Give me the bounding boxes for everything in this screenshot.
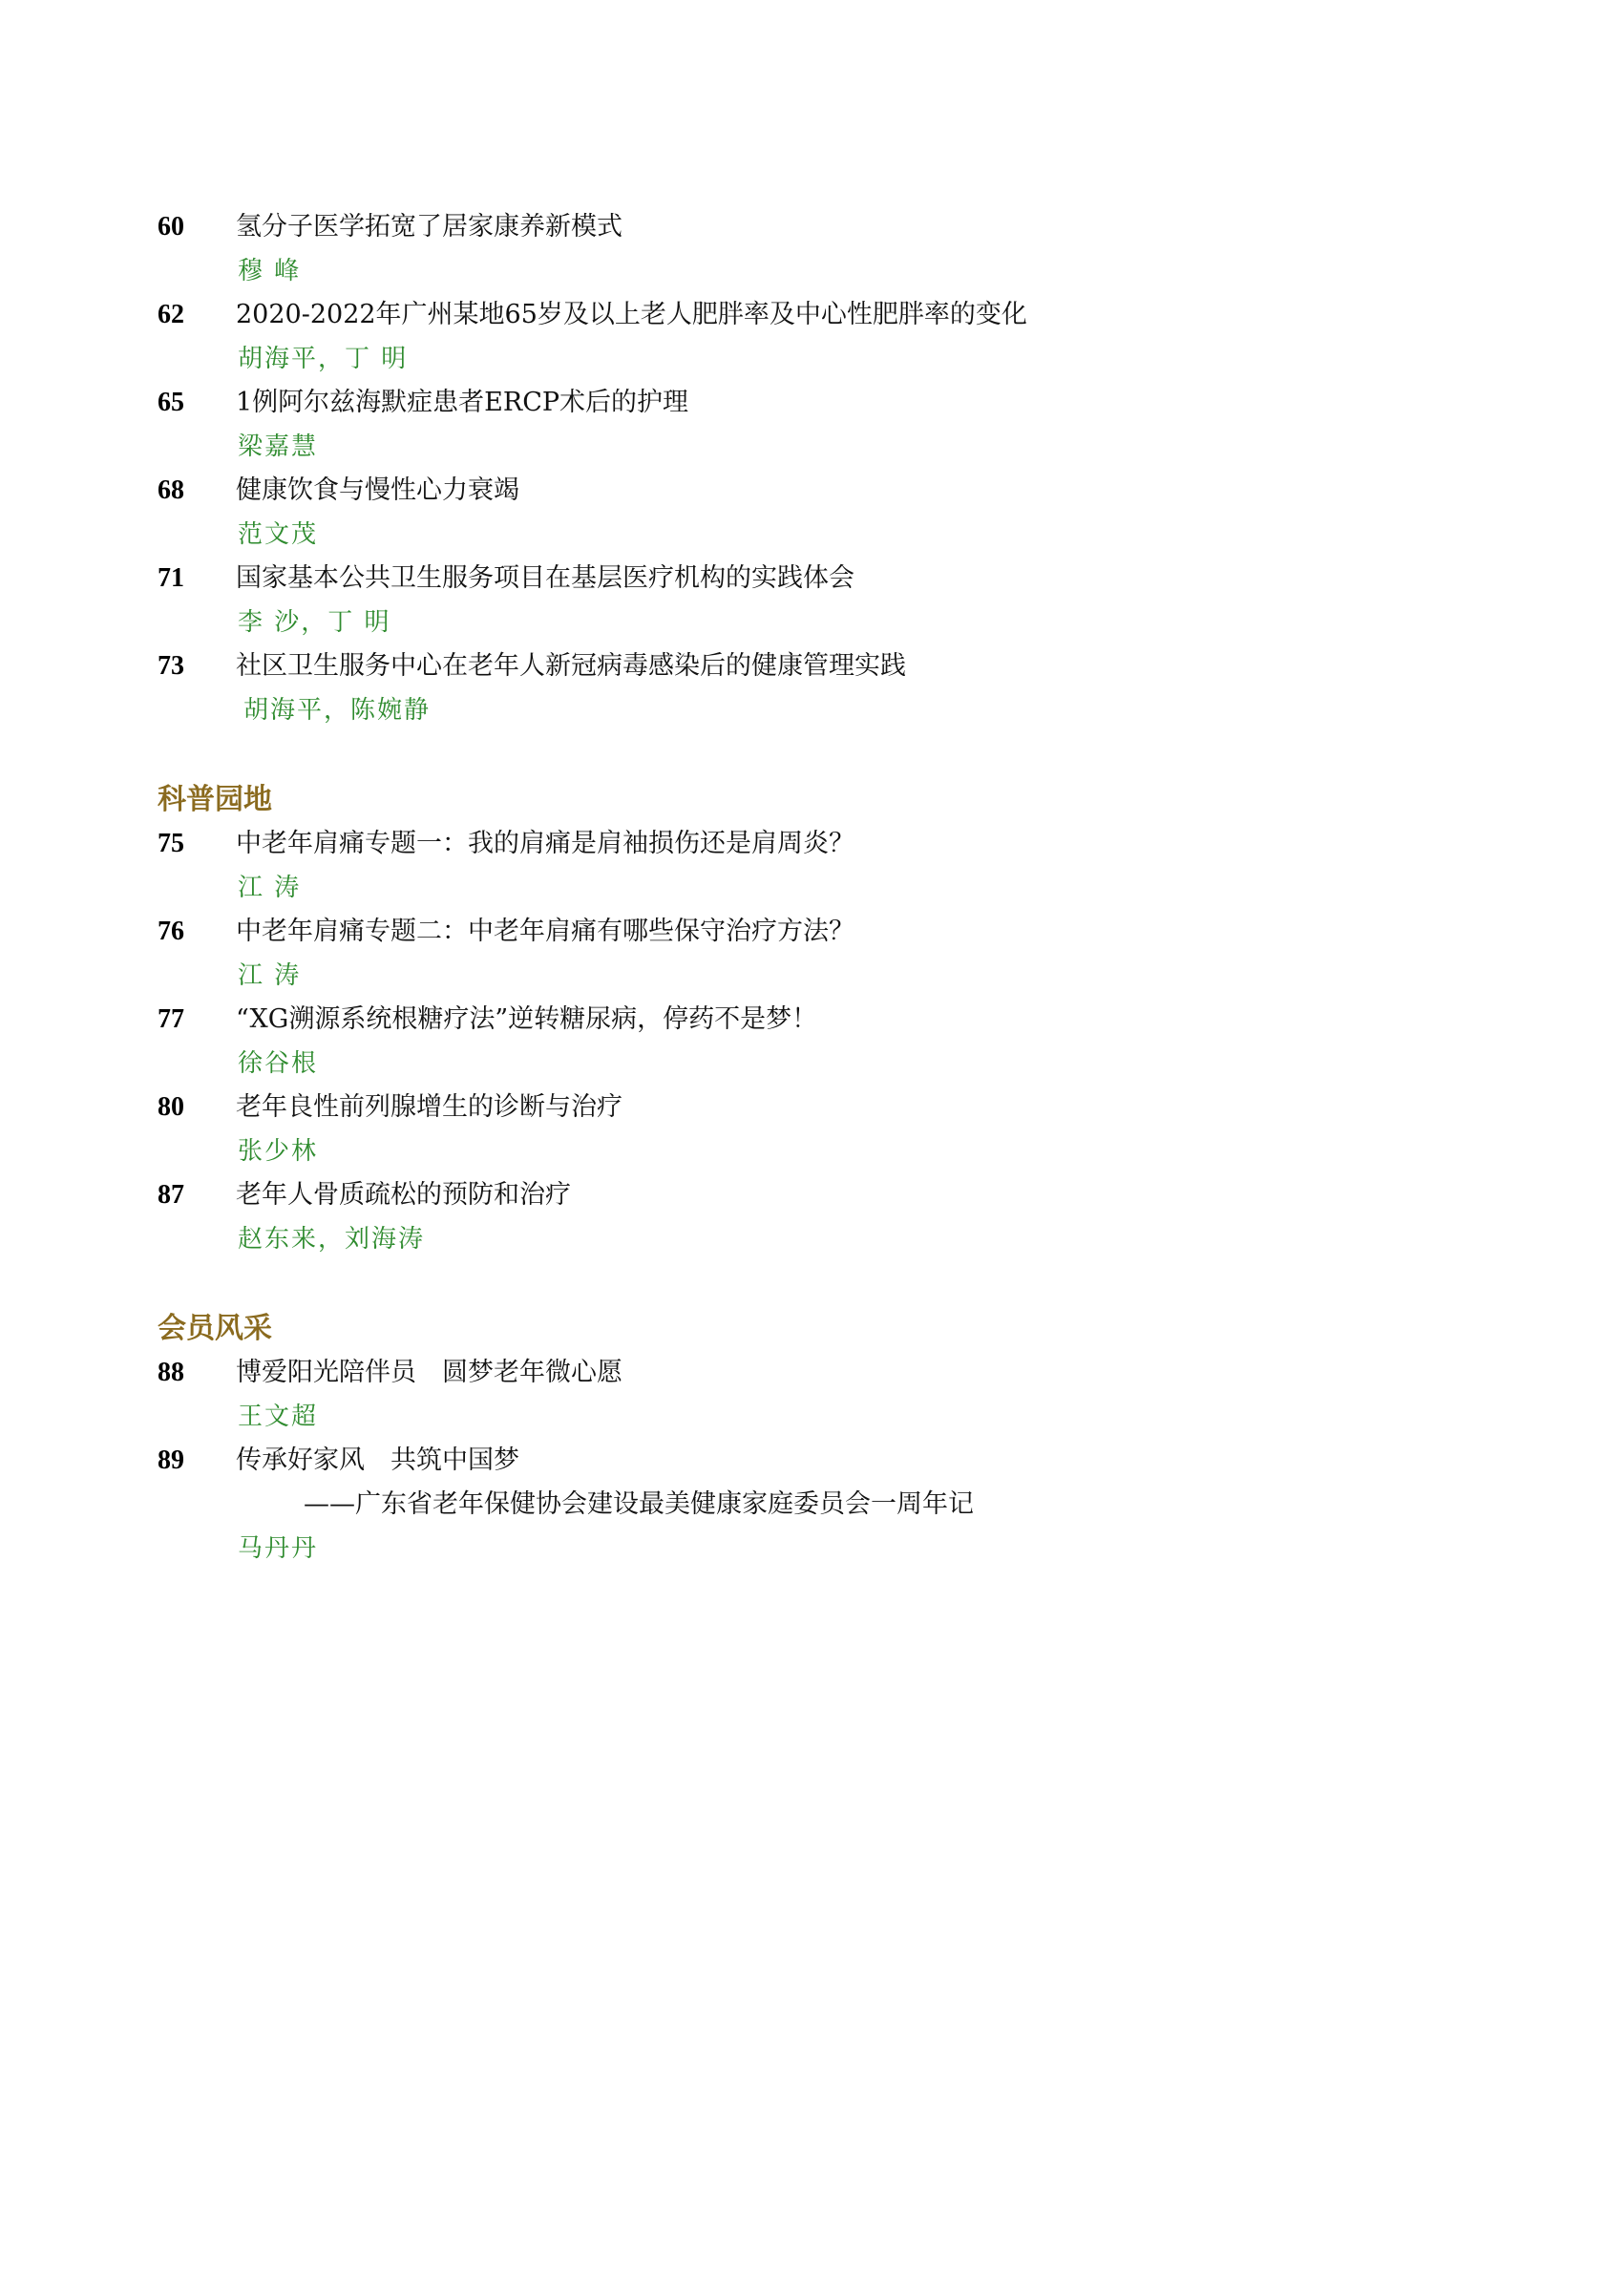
article-title: 中老年肩痛专题一：我的肩痛是肩袖损伤还是肩周炎？	[236, 829, 854, 858]
article-title: 氢分子医学拓宽了居家康养新模式	[236, 212, 622, 242]
page-number: 60	[158, 212, 184, 242]
toc-entry	[0, 913, 1624, 951]
article-author: 江 涛	[238, 874, 302, 902]
article-title: 老年人骨质疏松的预防和治疗	[236, 1180, 571, 1210]
article-title: 社区卫生服务中心在老年人新冠病毒感染后的健康管理实践	[236, 651, 906, 681]
article-title: 老年良性前列腺增生的诊断与治疗	[236, 1092, 622, 1122]
article-title: 2020-2022年广州某地65岁及以上老人肥胖率及中心性肥胖率的变化	[236, 300, 1027, 329]
toc-entry	[0, 1354, 1624, 1392]
article-author: 徐谷根	[238, 1049, 319, 1078]
page-number: 75	[158, 829, 184, 858]
article-title: 博爱阳光陪伴员 圆梦老年微心愿	[236, 1358, 622, 1387]
article-author: 胡海平，丁 明	[238, 345, 409, 373]
article-author: 张少林	[238, 1137, 319, 1166]
toc-entry	[0, 647, 1624, 686]
article-title: 1例阿尔兹海默症患者ERCP术后的护理	[236, 388, 689, 417]
toc-entry	[0, 1001, 1624, 1039]
article-title: 中老年肩痛专题二：中老年肩痛有哪些保守治疗方法？	[236, 917, 854, 946]
page-number: 87	[158, 1180, 184, 1210]
toc-entry	[0, 1176, 1624, 1214]
page-number: 71	[158, 563, 184, 593]
article-author: 赵东来，刘海涛	[238, 1225, 426, 1254]
article-author: 王文超	[238, 1403, 319, 1431]
page-number: 80	[158, 1092, 184, 1122]
article-author: 范文茂	[238, 520, 319, 549]
page-number: 65	[158, 388, 184, 417]
toc-entry	[0, 208, 1624, 246]
article-subtitle: ——广东省老年保健协会建设最美健康家庭委员会一周年记	[304, 1489, 974, 1519]
article-title: 国家基本公共卫生服务项目在基层医疗机构的实践体会	[236, 563, 854, 593]
section-heading: 会员风采	[158, 1312, 272, 1345]
page-number: 76	[158, 917, 184, 946]
toc-entry	[0, 1088, 1624, 1127]
article-author: 李 沙，丁 明	[238, 608, 391, 637]
toc-entry	[0, 825, 1624, 863]
article-author: 江 涛	[238, 961, 302, 990]
page-number: 77	[158, 1004, 184, 1034]
toc-entry	[0, 296, 1624, 334]
page-number: 68	[158, 475, 184, 505]
page-number: 89	[158, 1445, 184, 1475]
article-title: 传承好家风 共筑中国梦	[236, 1445, 519, 1475]
toc-entry	[0, 1442, 1624, 1480]
page-number: 73	[158, 651, 184, 681]
article-author: 梁嘉慧	[238, 432, 319, 461]
article-author: 马丹丹	[238, 1534, 319, 1563]
toc-entry	[0, 384, 1624, 422]
section-heading: 科普园地	[158, 783, 272, 816]
article-title: 健康饮食与慢性心力衰竭	[236, 475, 519, 505]
article-author: 穆 峰	[238, 257, 302, 285]
page-number: 88	[158, 1358, 184, 1387]
article-author: 胡海平，陈婉静	[243, 696, 432, 725]
page-number: 62	[158, 300, 184, 329]
article-title: “XG溯源系统根糖疗法”逆转糖尿病，停药不是梦！	[236, 1004, 818, 1034]
toc-entry	[0, 472, 1624, 510]
toc-entry	[0, 559, 1624, 598]
